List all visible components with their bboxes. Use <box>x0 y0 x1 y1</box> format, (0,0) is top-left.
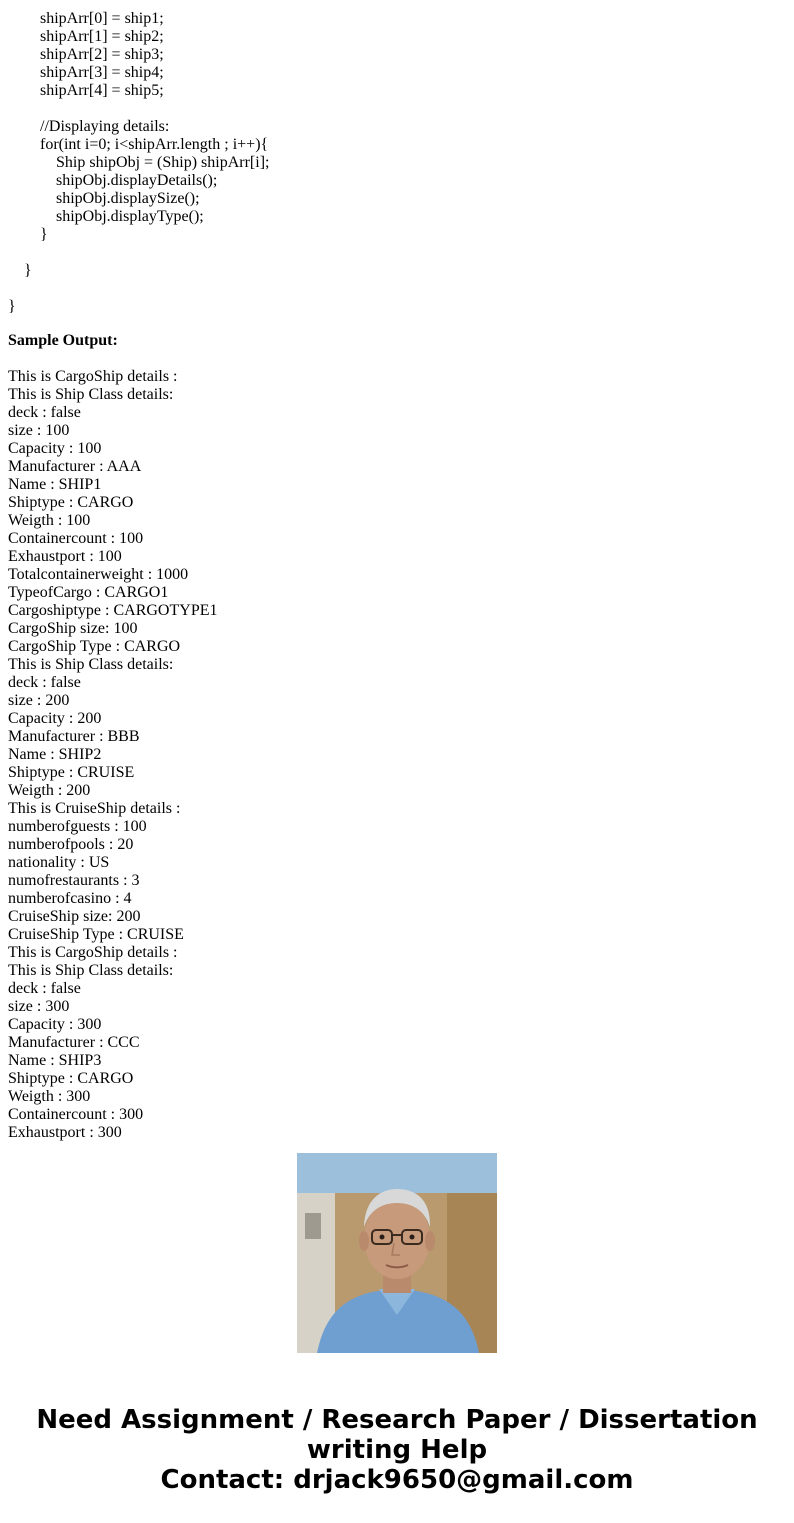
output-line: Capacity : 200 <box>8 710 102 727</box>
output-line: numofrestaurants : 3 <box>8 872 140 889</box>
output-line: size : 200 <box>8 692 70 709</box>
output-line: CruiseShip Type : CRUISE <box>8 926 184 943</box>
code-line: shipArr[1] = ship2; <box>8 28 164 45</box>
output-line: Shiptype : CRUISE <box>8 764 135 781</box>
promo-contact: Contact: drjack9650@gmail.com <box>160 1465 634 1495</box>
promo-headline: Need Assignment / Research Paper / Dissertation <box>36 1405 758 1435</box>
output-line: Shiptype : CARGO <box>8 494 134 511</box>
output-line: Containercount : 100 <box>8 530 144 547</box>
output-line: CargoShip size: 100 <box>8 620 138 637</box>
output-line: nationality : US <box>8 854 110 871</box>
output-line: numberofcasino : 4 <box>8 890 132 907</box>
code-line: shipArr[3] = ship4; <box>8 64 164 81</box>
code-line: Ship shipObj = (Ship) shipArr[i]; <box>8 154 270 171</box>
output-line: This is CargoShip details : <box>8 944 178 961</box>
output-line: numberofpools : 20 <box>8 836 134 853</box>
output-line: Cargoshiptype : CARGOTYPE1 <box>8 602 218 619</box>
output-line: Exhaustport : 100 <box>8 548 122 565</box>
output-line: Name : SHIP1 <box>8 476 102 493</box>
promo-subheadline: writing Help <box>306 1435 488 1465</box>
code-line: } <box>8 298 16 315</box>
output-line: Shiptype : CARGO <box>8 1070 134 1087</box>
code-line: shipArr[4] = ship5; <box>8 82 164 99</box>
output-line: This is Ship Class details: <box>8 386 174 403</box>
output-line: numberofguests : 100 <box>8 818 147 835</box>
output-line: size : 100 <box>8 422 70 439</box>
code-line: } <box>8 262 32 279</box>
output-line: This is Ship Class details: <box>8 962 174 979</box>
author-photo-image <box>297 1153 497 1353</box>
code-line: shipObj.displaySize(); <box>8 190 200 207</box>
output-line: This is CargoShip details : <box>8 368 178 385</box>
code-line: shipObj.displayDetails(); <box>8 172 218 189</box>
code-line: for(int i=0; i<shipArr.length ; i++){ <box>8 136 269 153</box>
output-line: This is Ship Class details: <box>8 656 174 673</box>
output-line: Manufacturer : AAA <box>8 458 142 475</box>
code-line: //Displaying details: <box>8 118 170 135</box>
output-line: TypeofCargo : CARGO1 <box>8 584 169 601</box>
output-line: Weigth : 300 <box>8 1088 91 1105</box>
output-line: Containercount : 300 <box>8 1106 144 1123</box>
output-line: Totalcontainerweight : 1000 <box>8 566 189 583</box>
author-photo <box>297 1153 497 1353</box>
output-line: deck : false <box>8 674 81 691</box>
output-line: Capacity : 100 <box>8 440 102 457</box>
code-line: shipArr[2] = ship3; <box>8 46 164 63</box>
output-line: deck : false <box>8 980 81 997</box>
output-line: CruiseShip size: 200 <box>8 908 141 925</box>
output-line: Exhaustport : 300 <box>8 1124 122 1141</box>
output-line: size : 300 <box>8 998 70 1015</box>
output-line: Weigth : 200 <box>8 782 91 799</box>
output-line: Weigth : 100 <box>8 512 91 529</box>
output-line: Name : SHIP3 <box>8 1052 102 1069</box>
output-line: CargoShip Type : CARGO <box>8 638 181 655</box>
output-line: Name : SHIP2 <box>8 746 102 763</box>
code-line: shipArr[0] = ship1; <box>8 10 164 27</box>
output-line: Manufacturer : BBB <box>8 728 140 745</box>
output-line: Capacity : 300 <box>8 1016 102 1033</box>
code-line: } <box>8 226 48 243</box>
sample-output-heading: Sample Output: <box>8 332 118 349</box>
output-line: deck : false <box>8 404 81 421</box>
code-line: shipObj.displayType(); <box>8 208 204 225</box>
output-line: Manufacturer : CCC <box>8 1034 140 1051</box>
output-line: This is CruiseShip details : <box>8 800 181 817</box>
